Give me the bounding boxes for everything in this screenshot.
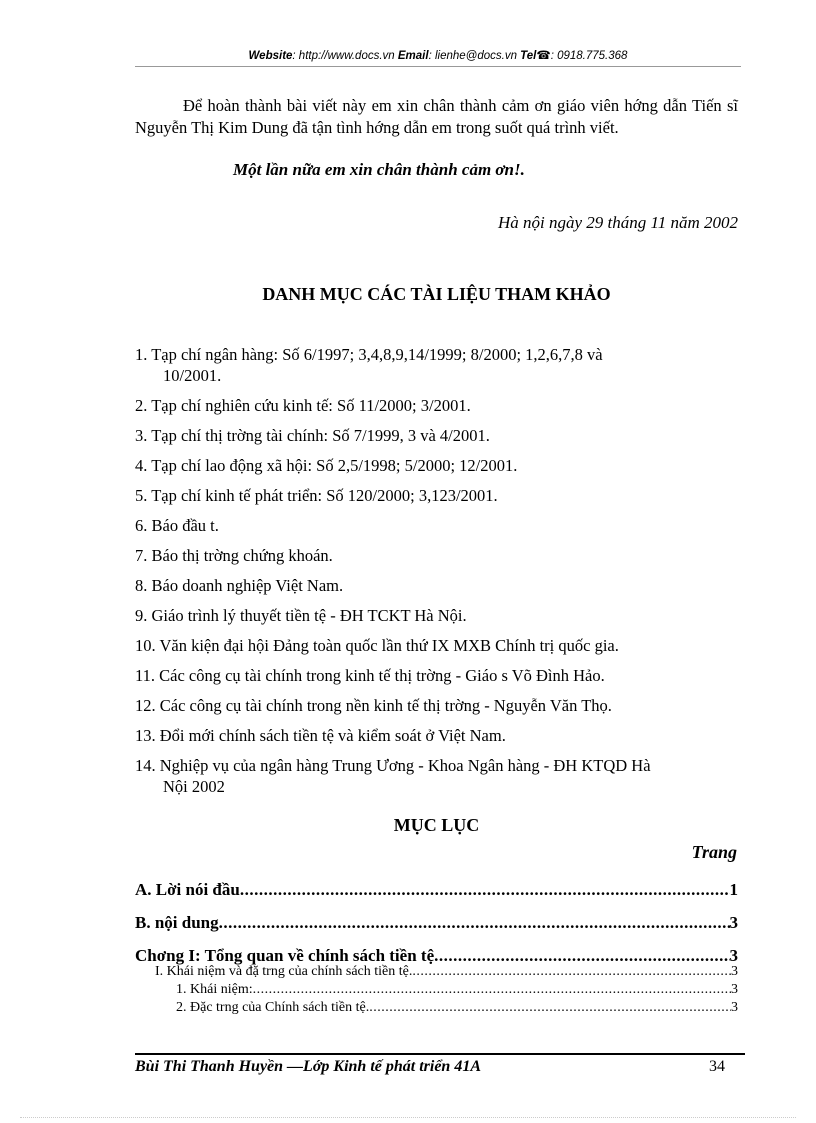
reference-item: 5. Tạp chí kinh tế phát triển: Số 120/2000; 3,123/2001. [135,486,498,505]
reference-item: 4. Tạp chí lao động xã hội: Số 2,5/1998; 5/2000; 12/2001. [135,456,518,475]
toc-title: MỤC LỤC [393,815,480,835]
email-label: Email [397,50,429,62]
references-title: DANH MỤC CÁC TÀI LIỆU THAM KHẢO [262,284,611,304]
reference-item: 14. Nghiệp vụ của ngân hàng Trung Ương - Khoa Ngân hàng - ĐH KTQD Hà Nội 2002 [135,756,651,796]
reference-item: 10. Văn kiện đại hội Đảng toàn quốc lần thứ IX MXB Chính trị quốc gia. [135,636,619,655]
acknowledgement-paragraph: Để hoàn thành bài viết này em xin chân thành cảm ơn giáo viên hớng dẫn Tiến sĩ Nguyễn Thị Kim Dung đã tận tình hớng dẫn em trong suốt quá trình viết. [135,96,738,137]
date-line: Hà nội ngày 29 tháng 11 năm 2002 [497,213,738,232]
reference-item: 13. Đổi mới chính sách tiền tệ và kiểm soát ở Việt Nam. [135,726,506,745]
tel-value: : 0918.775.368 [550,50,628,62]
toc-page-label: Trang [691,842,737,862]
reference-item: 9. Giáo trình lý thuyết tiền tệ - ĐH TCKT Hà Nội. [135,606,467,625]
reference-item: 2. Tạp chí nghiên cứu kinh tế: Số 11/2000; 3/2001. [135,396,471,415]
toc-entry: I. Khái niệm và đặ trng của chính sách tiền tệ. ..... 3 [155,964,738,980]
phone-icon: ☎ [536,50,551,62]
footer-divider [135,1053,745,1055]
toc-entry: 2. Đặc trng của Chính sách tiền tệ. ..... 3 [176,1000,738,1016]
email-value: : lienhe@docs.vn [428,50,517,62]
reference-item: 6. Báo đầu t. [135,516,219,535]
references-list [135,344,740,806]
thanks-line: Một lần nữa em xin chân thành cảm ơn!. [233,160,525,179]
page-header [135,48,741,62]
reference-item: 7. Báo thị trờng chứng khoán. [135,546,333,565]
reference-item: 11. Các công cụ tài chính trong kinh tế thị trờng - Giáo s Võ Đình Hảo. [135,666,605,685]
page-bottom-border [20,1117,796,1118]
reference-item: 12. Các công cụ tài chính trong nền kinh tế thị trờng - Nguyễn Văn Thọ. [135,696,612,715]
toc-entry: A. Lời nói đầu ..... 1 [135,880,738,900]
footer-author: Bùi Thi Thanh Huyền —Lớp Kinh tế phát triển 41A [135,1058,481,1075]
reference-item: 1. Tạp chí ngân hàng: Số 6/1997; 3,4,8,9,14/1999; 8/2000; 1,2,6,7,8 và 10/2001. [135,345,603,385]
tel-label: Tel [520,50,537,62]
toc-entry: 1. Khái niệm: ..... 3 [176,982,738,998]
page-number: 34 [709,1058,725,1075]
header-divider [135,66,741,67]
toc-entry: Chơng I: Tổng quan về chính sách tiền tệ ..... 3 [135,946,738,966]
reference-item: 8. Báo doanh nghiệp Việt Nam. [135,576,344,595]
toc-entry: B. nội dung ..... 3 [135,913,738,933]
reference-item: 3. Tạp chí thị trờng tài chính: Số 7/1999, 3 và 4/2001. [135,426,490,445]
website-value: : http://www.docs.vn [292,50,395,62]
website-label: Website [248,50,293,62]
